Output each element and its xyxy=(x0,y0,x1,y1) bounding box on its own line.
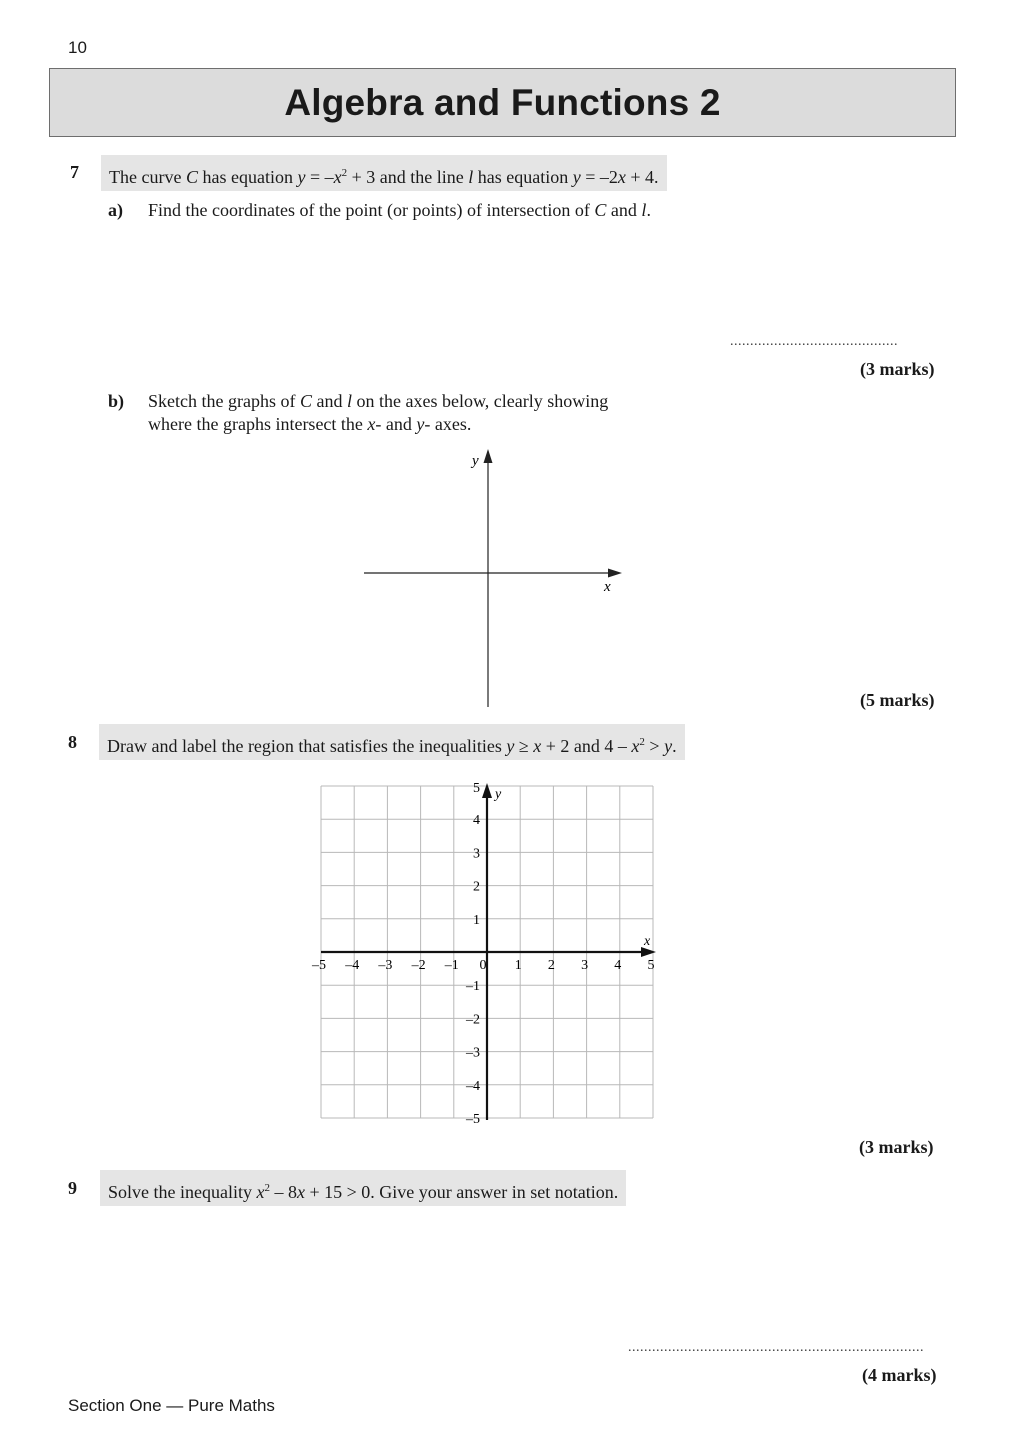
grid-y-tick-label: 3 xyxy=(473,846,480,862)
page-number: 10 xyxy=(68,38,87,57)
q7-text: = –2 xyxy=(580,167,618,187)
q9-text-var: x xyxy=(256,1182,265,1202)
grid-x-tick-label: 5 xyxy=(647,958,655,973)
q7a-label: a) xyxy=(108,200,123,220)
sketch-y-arrow-icon xyxy=(484,449,493,463)
q7b-text-segment: Sketch the graphs of xyxy=(148,391,300,411)
grid-x-tick-label: –4 xyxy=(345,958,360,973)
q9-text-exponent: 2 xyxy=(264,1182,270,1194)
q9-text: – 8 xyxy=(269,1182,297,1202)
question-9-stem xyxy=(100,1170,626,1206)
q8-text: Draw and label the region that satisfies the inequalities xyxy=(107,736,507,756)
q7b-text-segment: - and xyxy=(375,414,417,434)
sketch-x-label: x xyxy=(604,579,611,595)
q7-text-var: l xyxy=(468,167,474,187)
q7-text: has equation xyxy=(197,167,298,187)
q7a-text-segment: Find the coordinates of the point (or points) of intersection of xyxy=(148,200,595,220)
q7b-text-line-1 xyxy=(148,390,608,413)
grid-x-tick-label: –2 xyxy=(411,958,426,973)
q7-text: has equation xyxy=(473,167,573,187)
grid-x-tick-label: 2 xyxy=(547,958,555,973)
q7b-text-segment: and xyxy=(311,391,347,411)
q9-text-var: x xyxy=(296,1182,305,1202)
q7b-label: b) xyxy=(108,391,125,411)
q7-text-var: C xyxy=(185,167,198,187)
q7-text: + 3 and the line xyxy=(347,167,469,187)
q7-text-var: x xyxy=(333,167,342,187)
sketch-y-label: y xyxy=(472,453,479,469)
grid-y-tick-label: 1 xyxy=(473,912,480,928)
question-7-number: 7 xyxy=(70,162,79,182)
q8-text-var: x xyxy=(631,736,640,756)
grid-x-tick-label: 0 xyxy=(479,958,487,973)
q7b-text-segment: - axes. xyxy=(424,414,472,434)
grid-y-arrow-icon xyxy=(482,783,492,798)
q7a-text-var: C xyxy=(594,200,607,220)
grid-y-tick-label: 2 xyxy=(473,879,480,895)
q7-text-exponent: 2 xyxy=(341,167,348,179)
question-8-stem xyxy=(99,724,685,760)
grid-axes xyxy=(321,783,656,1120)
q8-text: + 2 and 4 – xyxy=(541,736,632,756)
q7a-text-segment: . xyxy=(646,200,651,220)
grid-y-tick-label: 4 xyxy=(473,813,480,829)
question-9-number: 9 xyxy=(68,1178,77,1198)
q9-text: + 15 > 0. Give your answer in set notation. xyxy=(304,1182,619,1202)
q8-text-var: y xyxy=(506,736,515,756)
q7-text: The curve xyxy=(109,167,186,187)
q7b-text xyxy=(148,390,608,436)
q7b-text-line-2 xyxy=(148,413,608,436)
inequality-grid[interactable] xyxy=(300,770,680,1135)
q7b-text-var: y xyxy=(416,414,425,434)
q8-text-exponent: 2 xyxy=(639,736,645,748)
q7b-text-var: x xyxy=(367,414,376,434)
grid-x-label: x xyxy=(644,934,651,949)
q7a-marks: (3 marks) xyxy=(860,359,935,379)
grid-tick-labels xyxy=(311,781,655,1127)
grid-y-tick-label: –3 xyxy=(466,1045,480,1061)
q7a-answer-line[interactable]: .......................................... xyxy=(730,334,898,349)
page-title: Algebra and Functions 2 xyxy=(284,81,721,123)
sketch-axes[interactable] xyxy=(360,445,630,710)
grid-x-tick-label: 1 xyxy=(514,958,522,973)
q7b-text-segment: where the graphs intersect the xyxy=(148,414,368,434)
q8-text: ≥ xyxy=(514,736,534,756)
sketch-x-arrow-icon xyxy=(608,569,622,578)
grid-y-tick-label: –4 xyxy=(466,1078,480,1094)
grid-y-tick-label: –1 xyxy=(466,979,480,995)
title-banner xyxy=(49,68,956,137)
grid-y-tick-label: 5 xyxy=(473,781,480,796)
q8-text: . xyxy=(672,736,677,756)
q8-text: > xyxy=(644,736,665,756)
q8-text-var: y xyxy=(664,736,673,756)
q7b-text-var: C xyxy=(299,391,312,411)
q7-text-var: y xyxy=(297,167,306,187)
q7-text-var: y xyxy=(572,167,581,187)
grid-x-tick-label: 3 xyxy=(581,958,589,973)
question-8-number: 8 xyxy=(68,732,77,752)
q9-text: Solve the inequality xyxy=(108,1182,257,1202)
q7-text-var: x xyxy=(617,167,626,187)
grid-x-tick-label: –1 xyxy=(444,958,459,973)
q7b-marks: (5 marks) xyxy=(860,690,935,710)
q8-text-var: x xyxy=(533,736,542,756)
q7b-text-segment: on the axes below, clearly showing xyxy=(352,391,609,411)
grid-x-tick-label: 4 xyxy=(614,958,622,973)
q7b-text-var: l xyxy=(346,391,352,411)
question-7-stem xyxy=(101,155,667,191)
page-footer: Section One — Pure Maths xyxy=(68,1396,275,1415)
q7a-text xyxy=(148,199,651,222)
q8-marks: (3 marks) xyxy=(859,1137,934,1157)
grid-y-label: y xyxy=(495,787,502,802)
q9-marks: (4 marks) xyxy=(862,1365,937,1385)
q7a-text-var: l xyxy=(641,200,647,220)
grid-x-tick-label: –3 xyxy=(378,958,393,973)
q7a-text-segment: and xyxy=(606,200,642,220)
q7-text: = – xyxy=(305,167,334,187)
q9-answer-line[interactable]: .......................................................................... xyxy=(628,1340,924,1355)
grid-y-tick-label: –5 xyxy=(466,1112,480,1127)
grid-x-tick-label: –5 xyxy=(312,958,326,973)
q7-text: + 4. xyxy=(625,167,659,187)
grid-y-tick-label: –2 xyxy=(466,1012,480,1028)
